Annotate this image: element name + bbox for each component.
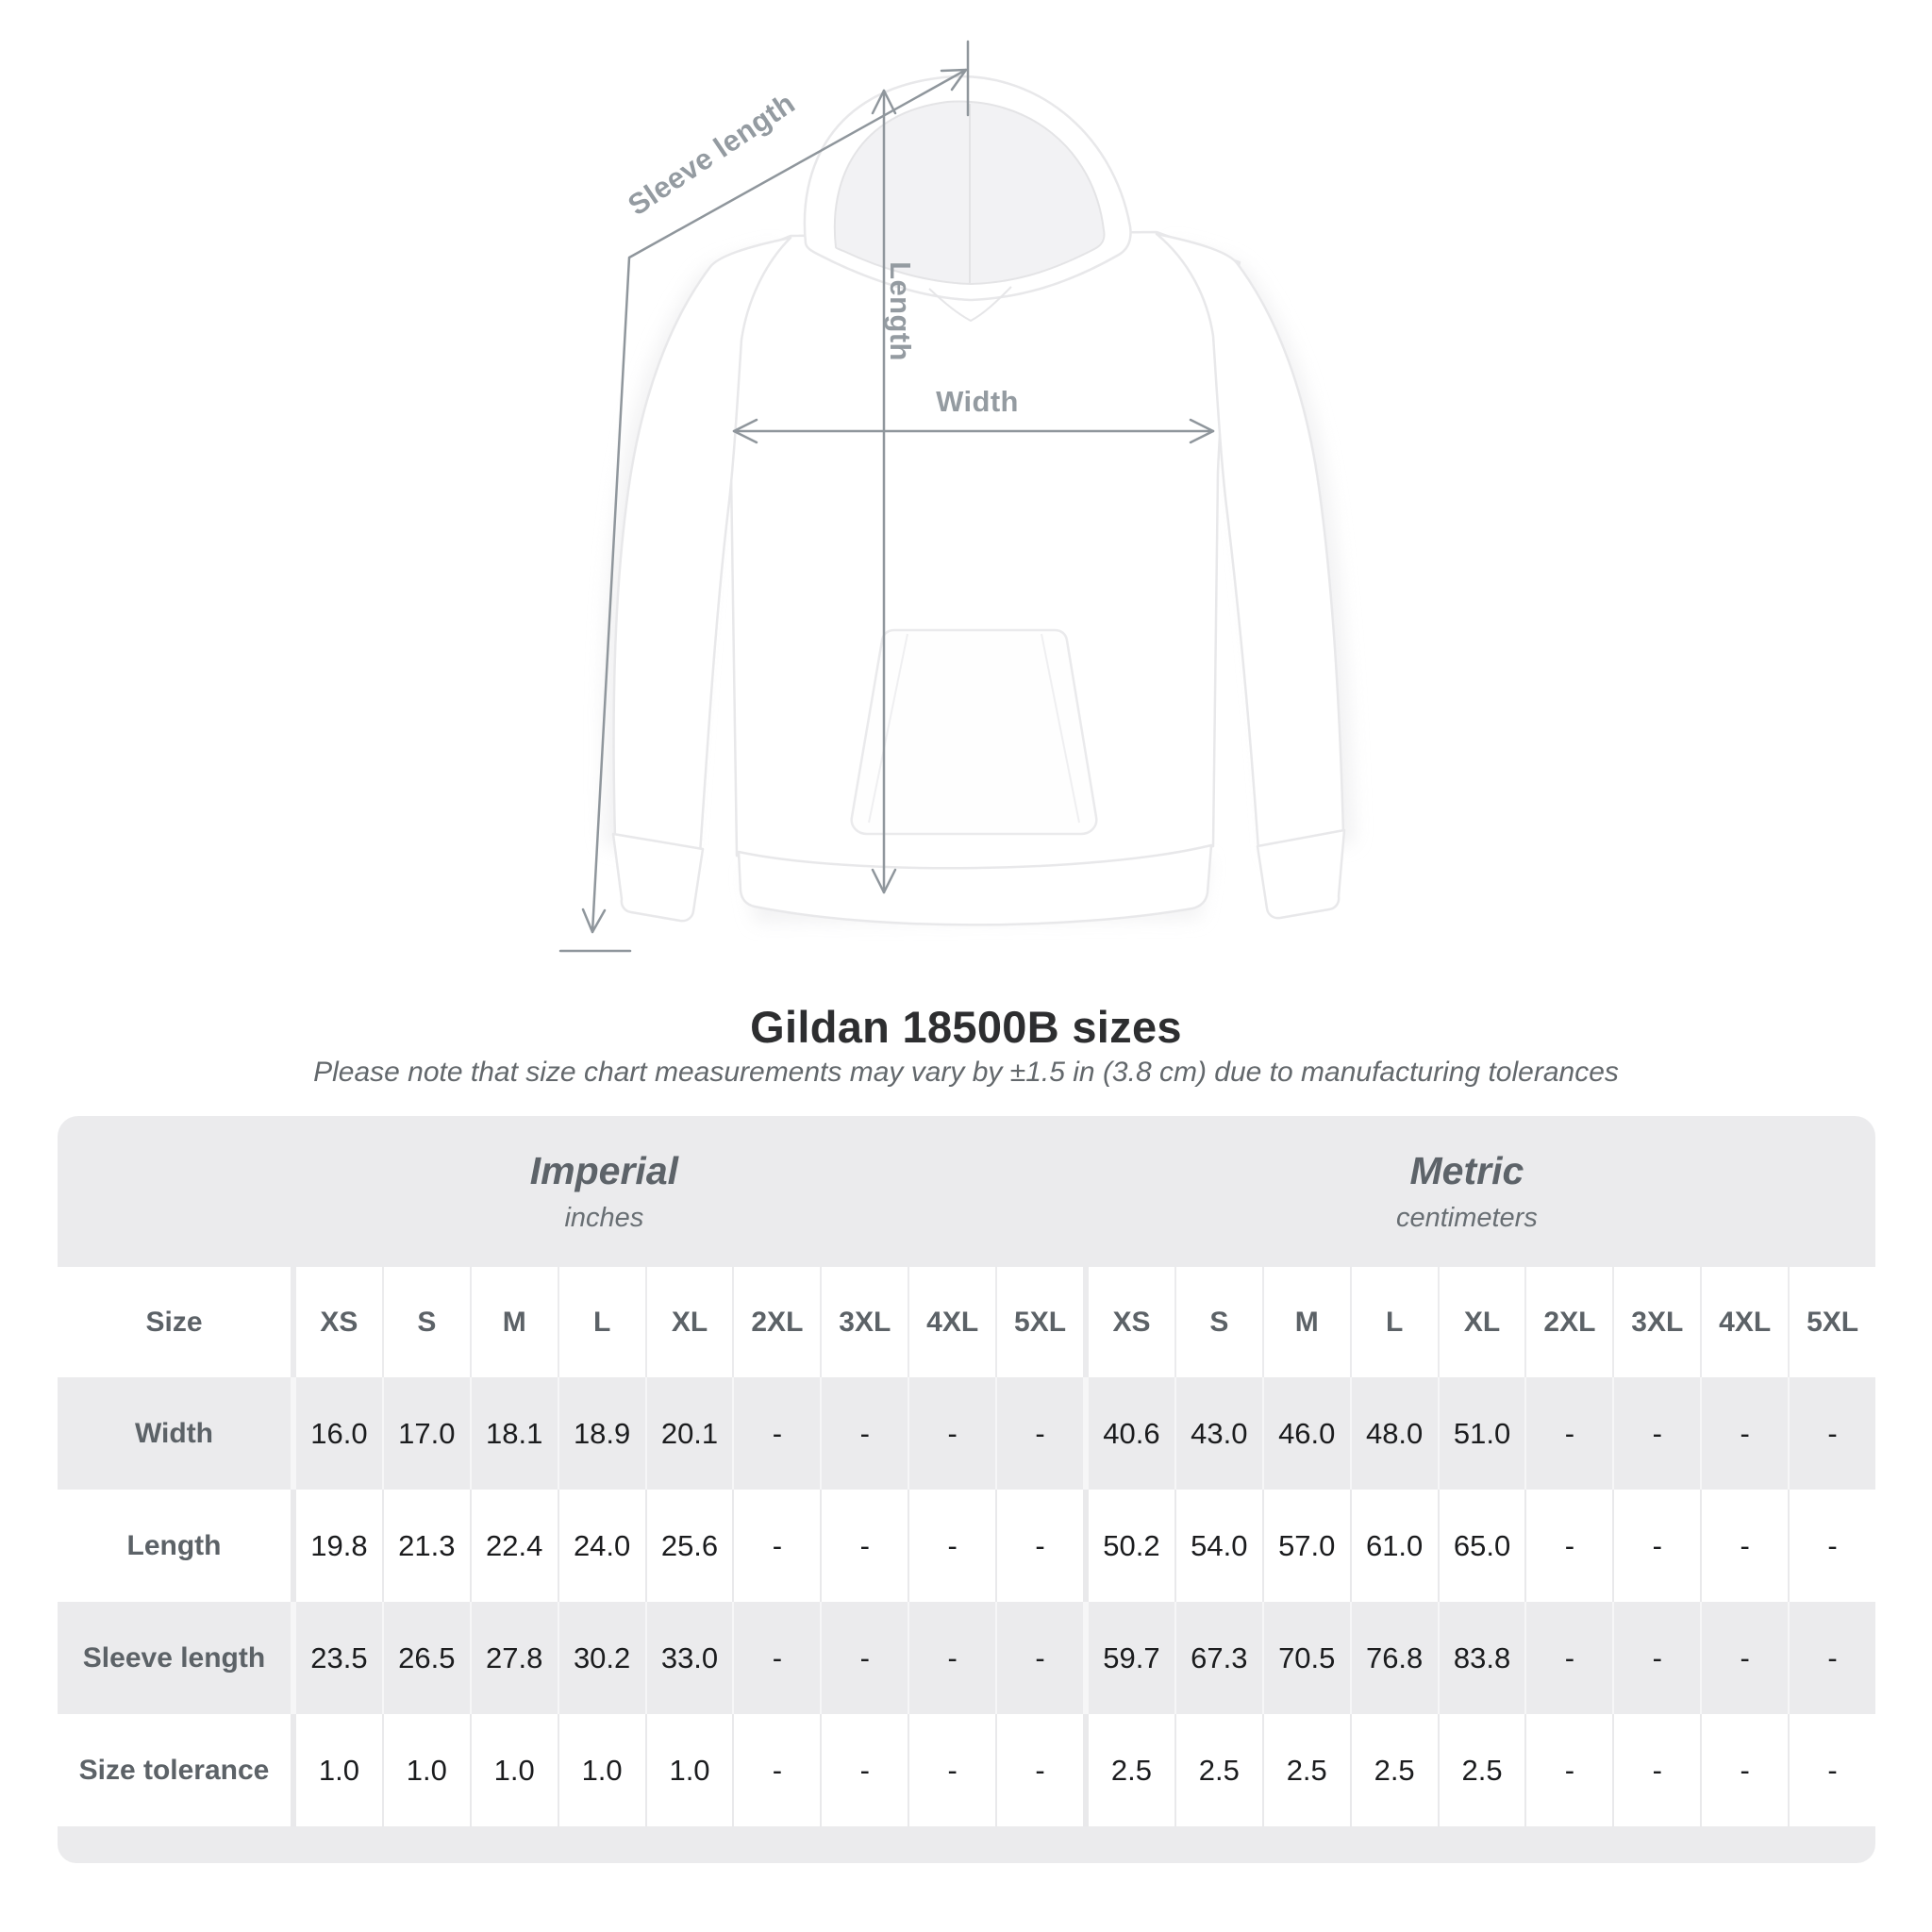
table-cell-metric: 40.6 [1083,1377,1174,1490]
table-cell-metric: 2.5 [1174,1714,1262,1826]
table-cell-imperial: - [908,1714,995,1826]
table-cell-imperial: - [908,1377,995,1490]
table-cell-imperial: 25.6 [645,1490,733,1602]
row-width [58,1377,1875,1490]
table-cell-imperial: 1.0 [291,1714,382,1826]
length-label: Length [884,261,917,361]
table-cell-metric: 48.0 [1350,1377,1438,1490]
table-cell-imperial: - [995,1377,1083,1490]
table-cell-metric: - [1524,1714,1612,1826]
table-cell-imperial: - [732,1490,820,1602]
table-cell-imperial: 26.5 [382,1602,470,1714]
table-cell-imperial: 27.8 [470,1602,558,1714]
table-cell-imperial: - [732,1714,820,1826]
table-cell-metric: - [1788,1714,1875,1826]
units-header-band [58,1116,1875,1267]
table-cell-imperial: 21.3 [382,1490,470,1602]
table-cell-imperial: - [908,1490,995,1602]
table-cell-imperial: 30.2 [558,1602,645,1714]
table-cell-imperial: - [732,1602,820,1714]
table-cell-imperial: 1.0 [470,1714,558,1826]
column-header-metric-2xl: 2XL [1524,1267,1612,1377]
unit-group-unit: centimeters [1395,1203,1538,1233]
column-header-imperial-s: S [382,1267,470,1377]
column-header-imperial-l: L [558,1267,645,1377]
table-cell-imperial: 1.0 [382,1714,470,1826]
table-cell-imperial: 1.0 [558,1714,645,1826]
row-length [58,1490,1875,1602]
table-cell-imperial: - [995,1714,1083,1826]
table-cell-imperial: - [820,1377,908,1490]
unit-group-name: Metric [1409,1149,1524,1192]
row-label: Size tolerance [78,1754,270,1786]
table-cell-metric: 2.5 [1083,1714,1174,1826]
table-cell-metric: - [1700,1714,1788,1826]
table-cell-imperial: 22.4 [470,1490,558,1602]
column-header-metric-m: M [1262,1267,1350,1377]
page-title: Gildan 18500B sizes [750,1002,1182,1052]
unit-group-name: Imperial [529,1149,679,1192]
table-cell-metric: - [1612,1602,1700,1714]
table-cell-imperial: 17.0 [382,1377,470,1490]
table-cell-imperial: 18.1 [470,1377,558,1490]
column-header-imperial-m: M [470,1267,558,1377]
table-cell-metric: - [1700,1602,1788,1714]
table-cell-metric: - [1788,1490,1875,1602]
table-cell-imperial: - [820,1490,908,1602]
table-cell-metric: - [1524,1490,1612,1602]
column-header-metric-xl: XL [1438,1267,1525,1377]
table-cell-imperial: - [820,1714,908,1826]
table-cell-metric: 65.0 [1438,1490,1525,1602]
row-sleeve-length [58,1602,1875,1714]
table-cell-imperial: - [732,1377,820,1490]
column-header-imperial-2xl: 2XL [732,1267,820,1377]
table-cell-metric: 2.5 [1438,1714,1525,1826]
table-cell-metric: - [1788,1602,1875,1714]
table-cell-metric: 67.3 [1174,1602,1262,1714]
table-cell-imperial: 23.5 [291,1602,382,1714]
column-header-metric-4xl: 4XL [1700,1267,1788,1377]
table-cell-metric: - [1524,1602,1612,1714]
table-cell-metric: 83.8 [1438,1602,1525,1714]
table-cell-metric: - [1700,1490,1788,1602]
table-cell-imperial: 19.8 [291,1490,382,1602]
unit-group-imperial [92,1149,1117,1234]
column-header-imperial-xs: XS [291,1267,382,1377]
unit-group-unit: inches [564,1203,644,1233]
hoodie-illustration [613,76,1344,924]
table-cell-metric: 76.8 [1350,1602,1438,1714]
column-header-imperial-4xl: 4XL [908,1267,995,1377]
sleeve-length-label: Sleeve length [622,86,801,223]
table-cell-imperial: 1.0 [645,1714,733,1826]
column-header-imperial-xl: XL [645,1267,733,1377]
row-label: Width [134,1417,214,1449]
table-cell-metric: 2.5 [1262,1714,1350,1826]
table-cell-metric: - [1612,1490,1700,1602]
unit-group-metric [1071,1149,1863,1234]
table-cell-imperial: 16.0 [291,1377,382,1490]
table-cell-metric: 61.0 [1350,1490,1438,1602]
column-header-imperial-5xl: 5XL [995,1267,1083,1377]
table-cell-imperial: 24.0 [558,1490,645,1602]
row-size-tolerance [58,1714,1875,1826]
tolerance-note: Please note that size chart measurements may vary by ±1.5 in (3.8 cm) due to manufacturing tolerances [313,1057,1619,1088]
column-header-metric-l: L [1350,1267,1438,1377]
table-cell-metric: - [1700,1377,1788,1490]
hoodie-right-cuff [1257,830,1344,918]
table-cell-metric: 43.0 [1174,1377,1262,1490]
table-cell-metric: - [1524,1377,1612,1490]
column-header-imperial-3xl: 3XL [820,1267,908,1377]
row-label: Sleeve length [82,1641,266,1674]
column-header-metric-s: S [1174,1267,1262,1377]
size-column-label: Size [145,1306,203,1338]
width-label: Width [936,385,1019,418]
table-cell-metric: 54.0 [1174,1490,1262,1602]
table-cell-imperial: - [908,1602,995,1714]
table-cell-metric: 51.0 [1438,1377,1525,1490]
table-cell-imperial: - [995,1490,1083,1602]
column-header-metric-5xl: 5XL [1788,1267,1875,1377]
row-label: Length [126,1529,222,1561]
table-cell-metric: - [1612,1714,1700,1826]
size-header-row [58,1267,1875,1377]
table-footer-band [58,1826,1875,1863]
table-cell-metric: 59.7 [1083,1602,1174,1714]
column-header-metric-xs: XS [1083,1267,1174,1377]
size-chart-table [58,1116,1875,1863]
table-cell-metric: 57.0 [1262,1490,1350,1602]
table-cell-metric: - [1788,1377,1875,1490]
table-cell-imperial: 20.1 [645,1377,733,1490]
table-cell-imperial: 18.9 [558,1377,645,1490]
table-cell-imperial: 33.0 [645,1602,733,1714]
table-cell-imperial: - [995,1602,1083,1714]
table-cell-metric: 50.2 [1083,1490,1174,1602]
table-cell-metric: - [1612,1377,1700,1490]
table-cell-imperial: - [820,1602,908,1714]
table-cell-metric: 2.5 [1350,1714,1438,1826]
table-cell-metric: 70.5 [1262,1602,1350,1714]
table-cell-metric: 46.0 [1262,1377,1350,1490]
hoodie-left-cuff [613,834,703,921]
column-header-metric-3xl: 3XL [1612,1267,1700,1377]
